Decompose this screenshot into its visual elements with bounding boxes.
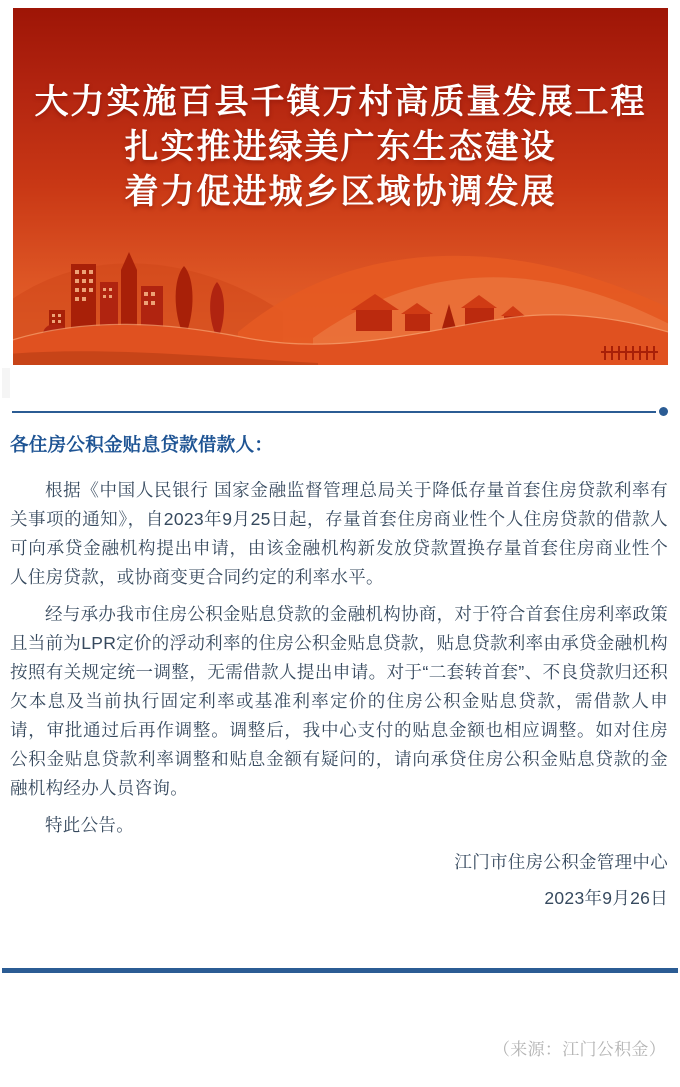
banner-illustration: [13, 8, 668, 365]
bottom-rule: [2, 968, 678, 973]
salutation: 各住房公积金贴息贷款借款人：: [10, 434, 274, 455]
landscape-art: [13, 210, 668, 365]
paragraph-3: 特此公告。: [45, 815, 134, 835]
left-edge-smudge: [2, 368, 10, 398]
banner-slogan: [13, 80, 668, 215]
paragraph-2: 经与承办我市住房公积金贴息贷款的金融机构协商，对于符合首套住房利率政策且当前为LPR定价的浮动利率的住房公积金贴息贷款，贴息贷款利率由承贷金融机构按照有关规定统一调整，无需借款人提出申请。对于“二套转首套”、不良贷款归还积欠本息及当前执行固定利率或基准利率定价的住房公积金贴息贷款，需借款人申请，审批通过后再作调整。调整后，我中心支付的贴息金额也相应调整。如对住房公积金贴息贷款利率调整和贴息金额有疑问的，请向承贷住房公积金贴息贷款的金融机构经办人员咨询。: [10, 604, 668, 798]
announcement-body: [10, 430, 668, 920]
banner-slogan-line-1: 大力实施百县千镇万村高质量发展工程: [34, 83, 647, 121]
source-credit: （来源：江门公积金）: [493, 1040, 666, 1059]
signature: 江门市住房公积金管理中心: [454, 852, 668, 872]
paragraph-1: 根据《中国人民银行 国家金融监督管理总局关于降低存量首套住房贷款利率有关事项的通知》，自2023年9月25日起，存量首套住房商业性个人住房贷款的借款人可向承贷金融机构提出申请，由该金融机构新发放贷款置换存量首套住房商业性个人住房贷款，或协商变更合同约定的利率水平。: [10, 480, 668, 587]
section-divider: [12, 405, 668, 418]
banner-slogan-line-2: 扎实推进绿美广东生态建设: [124, 128, 557, 166]
announcement-date: 2023年9月26日: [544, 888, 668, 908]
divider-dot-icon: [659, 407, 668, 416]
banner-slogan-line-3: 着力促进城乡区域协调发展: [124, 173, 557, 211]
divider-line: [12, 411, 656, 413]
